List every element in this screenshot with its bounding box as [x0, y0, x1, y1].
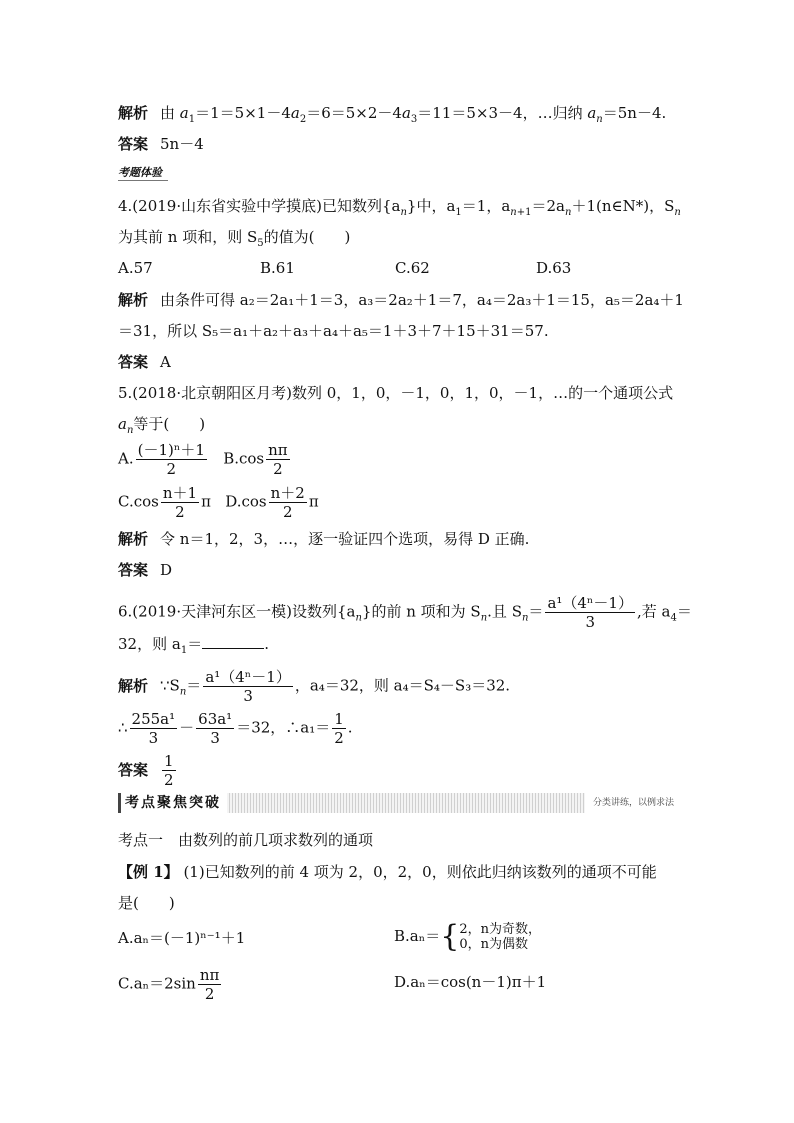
case-odd: 2，n为奇数，: [459, 922, 541, 937]
q5-option-c-prefix: C.cos: [118, 492, 159, 511]
q4-stem-2b: 的值为( ): [263, 228, 351, 246]
q5-options-ab: [118, 441, 292, 478]
q5-option-d-prefix: D.cos: [225, 492, 267, 511]
section-tag: 考题体验: [118, 166, 168, 181]
q4-option-a: A.57: [118, 259, 153, 277]
q4-stem-1d: ＝2a: [531, 197, 565, 215]
example1-option-c-den: 2: [204, 985, 215, 1003]
section-subtitle: 分类讲练，以例求法: [585, 793, 678, 813]
prev-analysis-line: 解析 由 $a_1=1=5\times 1-4a_2=6=5\times 2-4a_3=11=5\times 3-4$，…归纳 $a_n=5n-4$.: [118, 104, 667, 125]
answer-label: 答案: [118, 760, 149, 779]
prev-answer: 5n－4: [160, 135, 204, 153]
q5-option-c-fraction: [161, 484, 199, 521]
section-header-bar: [118, 793, 678, 813]
q5-stem-2: 等于( ): [133, 415, 206, 433]
q6-answer-fraction: [162, 752, 176, 789]
example1-stem-line2: 是( ): [118, 894, 175, 912]
q5-answer-line: [118, 560, 172, 580]
q6-analysis-line2: ∴ $\frac{\text{255a¹}}{3}$ － $\frac{\text{63a¹}}{3}$ ＝32，∴a₁＝ $\frac{1}{2}$ .: [118, 710, 353, 747]
q4-stem-1b: }中，a: [406, 197, 456, 215]
q6-stem-2: 32，则 a: [118, 635, 181, 653]
q5-option-d-fraction: [269, 484, 307, 521]
example1-option-c: [118, 966, 223, 1003]
prev-analysis-a2: ＝6＝5×2－4: [306, 104, 402, 122]
q4-stem-2: 为其前 n 项和，则 S: [118, 228, 258, 246]
prev-analysis-pre: 由: [160, 104, 180, 122]
q6-answer-line: [118, 752, 178, 789]
answer-label: 答案: [118, 353, 149, 371]
example1-option-a: A.aₙ＝(－1)ⁿ⁻¹＋1: [118, 929, 246, 947]
q5-stem-line2: $a_n$等于( ): [118, 415, 206, 436]
q5-stem-line1: 5.(2018·北京朝阳区月考)数列 0，1，0，－1，0，1，0，－1，…的一个通项公式: [118, 384, 674, 402]
q6-stem-1c: .且 S: [487, 602, 522, 621]
q6-stem-1b: }的前 n 项和为 S: [361, 602, 481, 621]
q5-analysis: 令 n＝1，2，3，…，逐一验证四个选项，易得 D 正确.: [160, 530, 530, 548]
left-brace-icon: {: [440, 919, 460, 954]
q5-option-b-fraction: [266, 441, 290, 478]
q4-analysis-line2: ＝31，所以 S₅＝a₁＋a₂＋a₃＋a₄＋a₅＝1＋3＋7＋15＋31＝57.: [118, 322, 549, 340]
q6-fraction-half: [332, 710, 346, 747]
therefore-symbol: ∴: [118, 718, 128, 737]
point1-title: 考点一 由数列的前几项求数列的通项: [118, 831, 374, 849]
q6-answer-num: 1: [164, 752, 174, 770]
example1-stem-1: (1)已知数列的前 4 项为 2，0，2，0，则依此归纳该数列的通项不可能: [183, 863, 657, 881]
q4-option-b: B.61: [260, 259, 295, 277]
example1-option-c-fraction: [198, 966, 222, 1003]
q4-analysis-1: 由条件可得 a₂＝2a₁＋1＝3，a₃＝2a₂＋1＝7，a₄＝2a₃＋1＝15，a₅＝2a₄＋1: [160, 291, 684, 309]
answer-blank: [202, 646, 264, 649]
example1-option-b-prefix: B.aₙ＝: [394, 927, 441, 945]
q6-stem-1e: ＝: [676, 602, 692, 621]
q6-frac2-den: 3: [148, 729, 159, 747]
example1-option-c-num: nπ: [199, 966, 220, 984]
q6-analysis-fraction: [203, 668, 293, 705]
minus-sign: －: [179, 718, 195, 737]
q6-frac4-num: 1: [334, 710, 344, 728]
analysis-label: 解析: [118, 530, 149, 548]
q6-analysis-line1: 解析 $\because S_n=$ $\frac{\text{a¹（4ⁿ－1）}}{3}$ ，a₄＝32，则 a₄＝S₄－S₃＝32.: [118, 668, 511, 705]
q4-stem-line2: 为其前 n 项和，则 $S_5$的值为( ): [118, 228, 351, 249]
q5-option-b-den: 2: [273, 460, 283, 478]
q5-option-c-pi: π: [201, 492, 211, 511]
example1-stem-line1: [118, 862, 657, 882]
q6-analysis-frac-den: 3: [243, 687, 253, 705]
answer-label: 答案: [118, 561, 149, 579]
q4-option-c: C.62: [395, 259, 430, 277]
q4-answer-line: [118, 352, 171, 372]
q6-stem-fraction: [545, 594, 635, 631]
prev-answer-line: [118, 134, 204, 154]
q6-stem-2b: ＝: [187, 635, 203, 653]
q6-stem-1: 6.(2019·天津河东区一模)设数列{a: [118, 602, 356, 621]
q4-stem-line1: 4.(2019·山东省实验中学摸底)已知数列$\{a_n\}$中，$a_1=1$，$a_{n+1}=2a_n+1(n\in N*)$，$S_n$: [118, 197, 681, 218]
q5-option-a-den: 2: [166, 460, 177, 478]
q6-frac-num: a¹（4ⁿ－1）: [547, 594, 633, 612]
example1-option-d: D.aₙ＝cos(n－1)π＋1: [394, 973, 547, 991]
q6-analysis-frac-num: a¹（4ⁿ－1）: [205, 668, 291, 686]
q6-frac3-num: 63a¹: [198, 710, 233, 728]
q5-option-c-num: n＋1: [162, 484, 198, 502]
q5-option-b-num: nπ: [268, 441, 288, 459]
q6-frac4-den: 2: [334, 729, 344, 747]
q5-analysis-line: [118, 529, 529, 549]
q5-option-b-prefix: B.cos: [223, 449, 265, 468]
answer-label: 答案: [118, 135, 149, 153]
prev-analysis-a3: ＝11＝5×3－4，…归纳: [417, 104, 588, 122]
q5-options-cd: [118, 484, 319, 521]
q6-fraction-63: [196, 710, 234, 747]
q4-option-d: D.63: [536, 259, 572, 277]
q6-fraction-255: [130, 710, 178, 747]
q4-answer: A: [160, 353, 171, 371]
q5-option-a-prefix: A.: [118, 449, 134, 468]
q6-line2-mid: ＝32，∴a₁＝: [236, 718, 331, 737]
case-even: 0，n为偶数: [459, 937, 528, 952]
example-label: 【例 1】: [118, 863, 179, 881]
prev-analysis-an: ＝5n－4.: [602, 104, 667, 122]
piecewise-cases: [459, 922, 541, 952]
example1-option-c-prefix: C.aₙ＝2sin: [118, 974, 196, 993]
q4-stem-1e: ＋1(n∈N*)，S: [571, 197, 675, 215]
q5-option-d-pi: π: [308, 492, 319, 511]
q6-analysis-pre: ∵S: [160, 676, 180, 695]
q5-answer: D: [160, 561, 173, 579]
q6-analysis-mid: ，a₄＝32，则 a₄＝S₄－S₃＝32.: [294, 676, 511, 695]
q6-stem-line1: 6.(2019·天津河东区一模)设数列$\{a_n\}$的前 n 项和为 $S_n$.且 $S_n=$ $\frac{\text{a¹（4ⁿ－1）}}{3}$ ,若 $a_4=$: [118, 594, 692, 631]
q5-option-c-den: 2: [175, 503, 185, 521]
q6-frac-den: 3: [585, 613, 595, 631]
section-title: 考点聚焦突破: [118, 793, 227, 813]
prev-analysis-a1: ＝1＝5×1－4: [195, 104, 291, 122]
q6-frac3-den: 3: [210, 729, 220, 747]
example1-option-b: [394, 919, 541, 954]
q4-analysis-line1: [118, 290, 684, 310]
q6-stem-line2: 32，则 $a_1=$ .: [118, 635, 269, 656]
q6-answer-den: 2: [164, 771, 174, 789]
q6-frac2-num: 255a¹: [131, 710, 176, 728]
q5-option-d-den: 2: [282, 503, 293, 521]
analysis-label: 解析: [118, 676, 149, 695]
q5-option-a-num: (－1)ⁿ＋1: [137, 441, 205, 459]
q4-stem-1: 4.(2019·山东省实验中学摸底)已知数列{a: [118, 197, 401, 215]
q5-option-a-fraction: [136, 441, 207, 478]
analysis-label: 解析: [118, 291, 149, 309]
q6-stem-1d: ,若 a: [636, 602, 671, 621]
q4-stem-1c: ＝1，a: [461, 197, 511, 215]
q5-option-d-num: n＋2: [270, 484, 305, 502]
analysis-label: 解析: [118, 104, 149, 122]
